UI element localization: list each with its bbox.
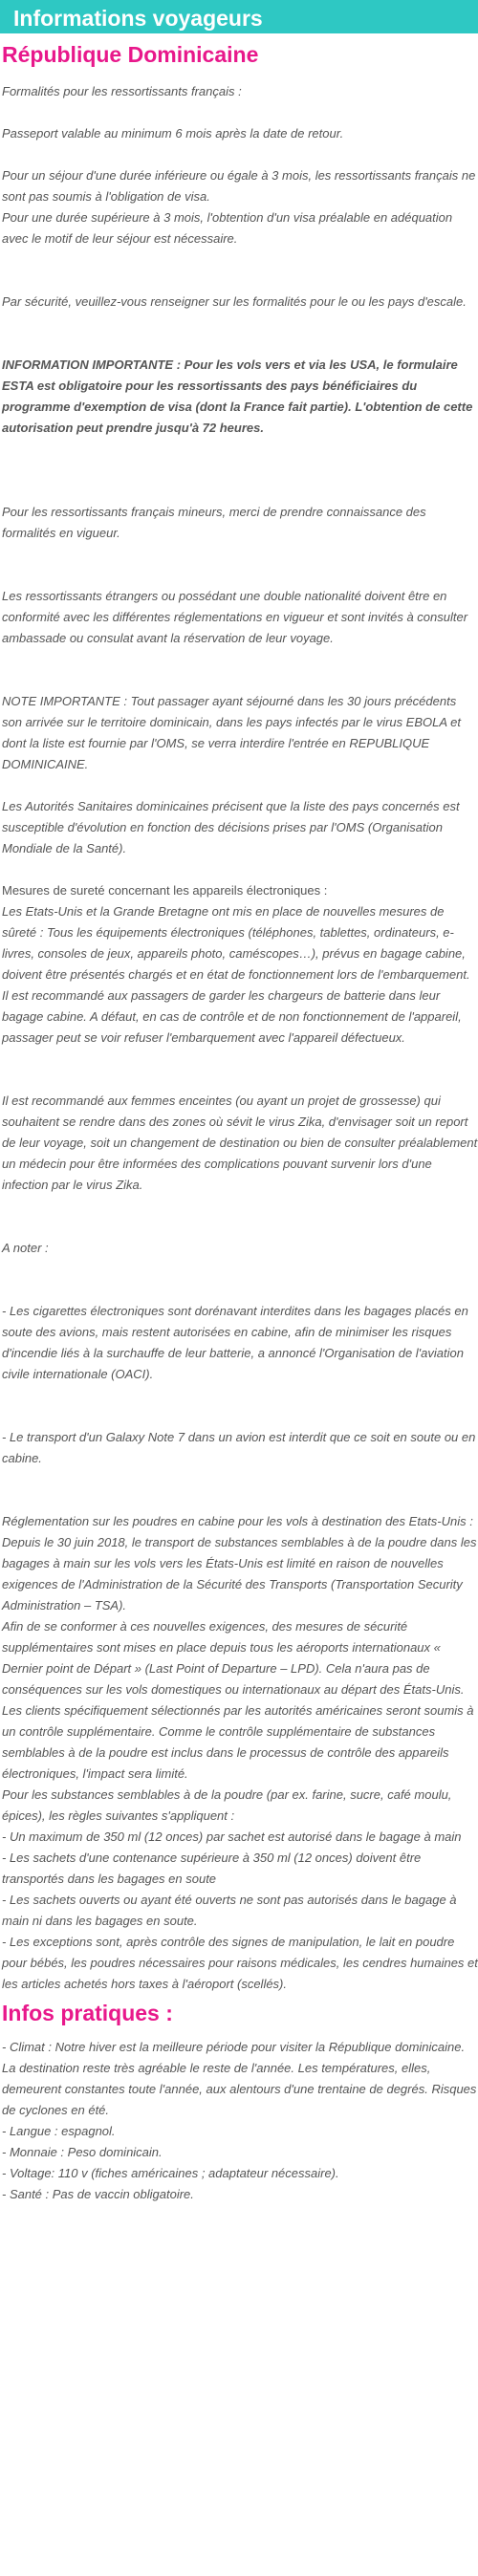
long-stay-visa-text: Pour une durée supérieure à 3 mois, l'obtention d'un visa préalable en adéquation avec le motif de leur séjour est nécessaire.	[2, 210, 453, 246]
electronics-security-text: Les Etats-Unis et la Grande Bretagne ont mis en place de nouvelles mesures de sûreté : Tous les équipements électroniques (téléphones, tablettes, ordinateurs, e-livres, consoles de jeux, appareils photo, caméscopes…), prévus en bagage cabine, doivent être présentés chargés et en état de fonctionnement lors de l'embarquement.	[2, 904, 470, 982]
e-cigarettes-text: - Les cigarettes électroniques sont dorénavant interdites dans les bagages placés en soute des avions, mais restent autorisées en cabine, afin de minimiser les risques d'incendie liés à la surchauffe de leur batterie, a annoncé l'Organisation de l'aviation civile internationale (OACI).	[2, 1304, 468, 1381]
lpd-measures-text: Afin de se conformer à ces nouvelles exigences, des mesures de sécurité supplémentaires sont mises en place depuis tous les aéroports internationaux « Dernier point de Départ » (Last Point of Departure – LPD). Cela n'aura pas de conséquences sur les vols domestiques ou internationaux au départ des États-Unis.	[2, 1619, 465, 1697]
galaxy-note7-text: - Le transport d'un Galaxy Note 7 dans un avion est interdit que ce soit en soute ou en cabine.	[2, 1430, 476, 1465]
battery-charger-text: Il est recommandé aux passagers de garder les chargeurs de batterie dans leur bagage cabine. A défaut, en cas de contrôle et de non fonctionnement de l'appareil, passager peut se voir refuser l'embarquement avec l'appareil défectueux.	[2, 988, 462, 1045]
powders-regulation-heading: Réglementation sur les poudres en cabine pour les vols à destination des Etats-Unis :	[2, 1514, 473, 1528]
powder-rule-max: - Un maximum de 350 ml (12 onces) par sachet est autorisé dans le bagage à main	[2, 1829, 462, 1844]
short-stay-visa-text: Pour un séjour d'une durée inférieure ou égale à 3 mois, les ressortissants français ne sont pas soumis à l'obligation de visa.	[2, 168, 476, 204]
main-content	[0, 41, 478, 2205]
zika-advice-text: Il est recommandé aux femmes enceintes (ou ayant un projet de grossesse) qui souhaitent se rendre dans des zones où sévit le virus Zika, d'envisager soit un report de leur voyage, soit un changement de destination ou bien de consulter préalablement un médecin pour être informées des complications pouvant survenir lors d'une infection par le virus Zika.	[2, 1093, 478, 1192]
currency-text: - Monnaie : Peso dominicain.	[2, 2145, 163, 2159]
country-title: République Dominicaine	[2, 42, 259, 67]
health-text: - Santé : Pas de vaccin obligatoire.	[2, 2187, 194, 2201]
stopover-formalities-text: Par sécurité, veuillez-vous renseigner sur les formalités pour le ou les pays d'escale.	[2, 294, 467, 309]
voltage-text: - Voltage: 110 v (fiches américaines ; adaptateur nécessaire).	[2, 2166, 339, 2180]
foreign-nationals-text: Les ressortissants étrangers ou possédant une double nationalité doivent être en conformité avec les différentes réglementations en vigueur et sont invités à consulter ambassade ou consulat avant la réservation de leur voyage.	[2, 589, 468, 645]
powder-rule-larger: - Les sachets d'une contenance supérieure à 350 ml (12 onces) doivent être transportés dans les bagages en soute	[2, 1851, 422, 1886]
formalities-intro: Formalités pour les ressortissants français :	[2, 84, 242, 98]
esta-important-info: INFORMATION IMPORTANTE : Pour les vols vers et via les USA, le formulaire ESTA est obligatoire pour les ressortissants des pays bénéficiaires du programme d'exemption de visa (dont la France fait partie). L'obtention de cette autorisation peut prendre jusqu'à 72 heures.	[2, 357, 473, 435]
powder-rules-intro: Pour les substances semblables à de la poudre (par ex. farine, sucre, café moulu, épices), les règles suivantes s'appliquent :	[2, 1787, 452, 1823]
note-heading: A noter :	[2, 1241, 49, 1255]
climate-text: - Climat : Notre hiver est la meilleure période pour visiter la République dominicaine. La destination reste très agréable le reste de l'année. Les températures, elles, demeurent constantes toute l'année, aux alentours d'une trentaine de degrés. Risques de cyclones en été.	[2, 2040, 477, 2117]
powder-rule-exceptions: - Les exceptions sont, après contrôle des signes de manipulation, le lait en poudre pour bébés, les poudres nécessaires pour raisons médicales, les cendres humaines et les articles achetés hors taxes à l'aéroport (scellés).	[2, 1935, 478, 1991]
selected-clients-text: Les clients spécifiquement sélectionnés par les autorités américaines seront soumis à un contrôle supplémentaire. Comme le contrôle supplémentaire de substances semblables à de la poudre est inclus dans le processus de contrôle des appareils électroniques, l'impact sera limité.	[2, 1703, 474, 1781]
powder-rule-opened: - Les sachets ouverts ou ayant été ouverts ne sont pas autorisés dans le bagage à main ni dans les bagages en soute.	[2, 1893, 457, 1928]
header-bar	[0, 0, 478, 33]
minors-formalities-text: Pour les ressortissants français mineurs, merci de prendre connaissance des formalités en vigueur.	[2, 505, 426, 540]
practical-info-title: Infos pratiques :	[2, 2001, 173, 2025]
page-title: Informations voyageurs	[13, 6, 263, 31]
electronics-security-heading: Mesures de sureté concernant les appareils électroniques :	[2, 883, 328, 898]
powders-since-2018-text: Depuis le 30 juin 2018, le transport de substances semblables à de la poudre dans les bagages à main sur les vols vers les États-Unis est limité en raison de nouvelles exigences de l'Administration de la Sécurité des Transports (Transportation Security Administration – TSA).	[2, 1535, 477, 1613]
passport-requirement: Passeport valable au minimum 6 mois après la date de retour.	[2, 126, 344, 141]
health-authorities-text: Les Autorités Sanitaires dominicaines précisent que la liste des pays concernés est susceptible d'évolution en fonction des décisions prises par l'OMS (Organisation Mondiale de la Santé).	[2, 799, 460, 855]
language-text: - Langue : espagnol.	[2, 2124, 116, 2138]
ebola-note: NOTE IMPORTANTE : Tout passager ayant séjourné dans les 30 jours précédents son arrivée sur le territoire dominicain, dans les pays infectés par le virus EBOLA et dont la liste est fournie par l'OMS, se verra interdire l'entrée en REPUBLIQUE DOMINICAINE.	[2, 694, 462, 771]
